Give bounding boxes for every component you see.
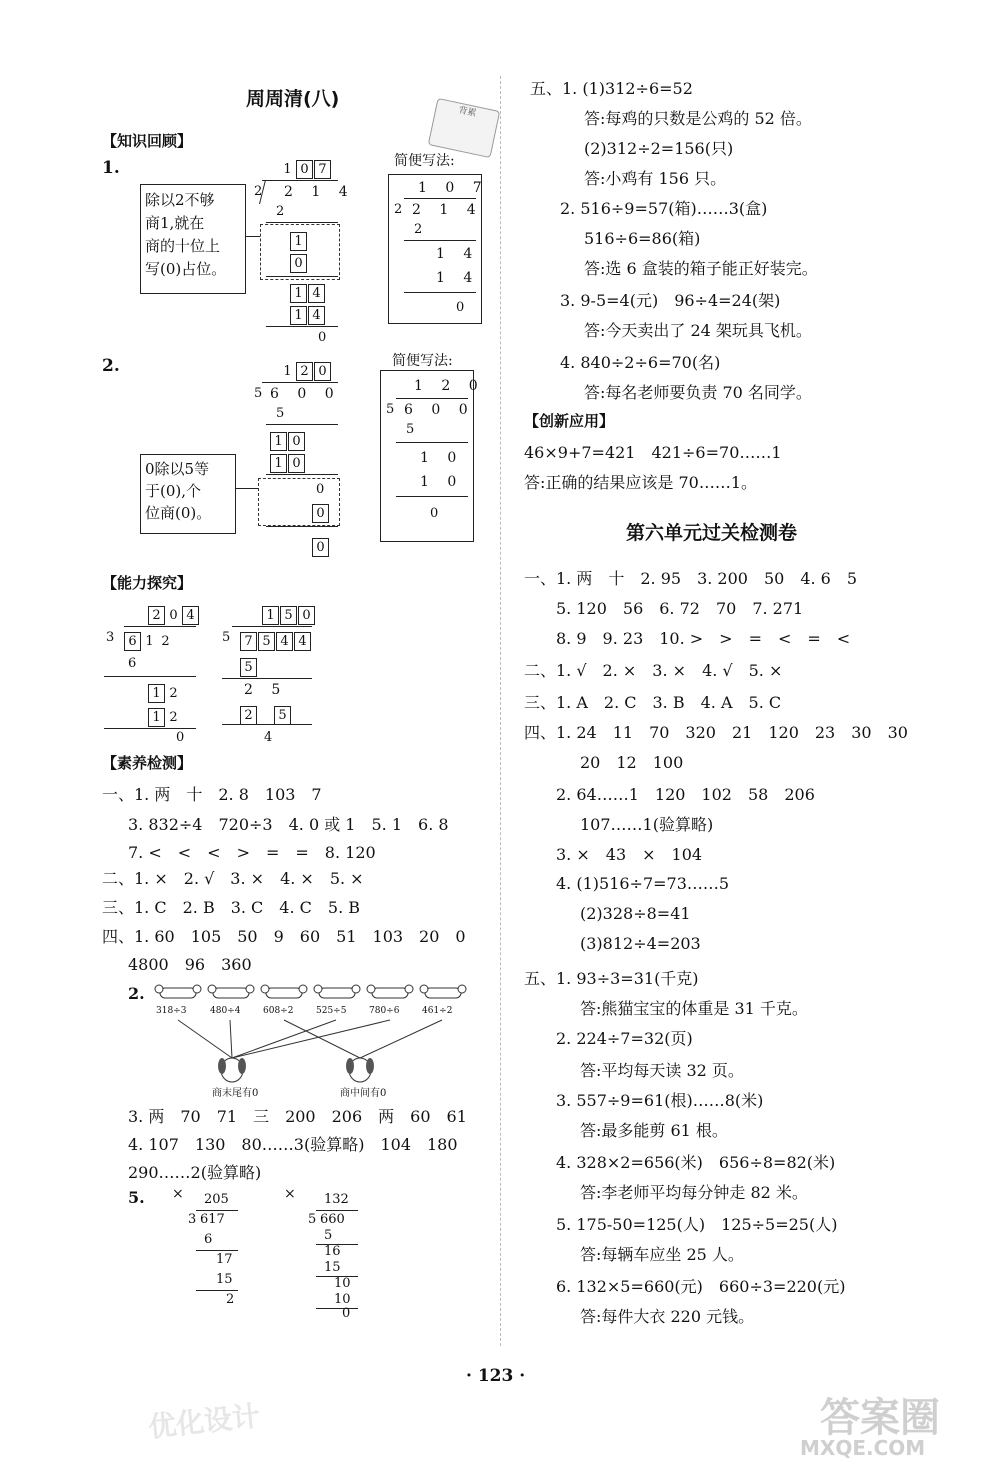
division-bar <box>124 626 196 627</box>
answer-line: 3. 832÷4 720÷3 4. 0 或 1 5. 1 6. 8 <box>128 815 449 834</box>
explore-heading: 【能力探究】 <box>102 574 193 592</box>
q4-2-label: 2. <box>128 984 145 1003</box>
wrong-mark-icon: × <box>284 1186 296 1202</box>
q5b-step: 10 <box>334 1292 351 1307</box>
answer-line: 290……2(验算略) <box>128 1163 262 1182</box>
q2-step: 0 <box>316 482 325 497</box>
division-rule <box>266 222 338 223</box>
q2-simple-step: 5 <box>406 422 415 437</box>
bone-icon <box>367 985 413 998</box>
answer-line: 一、1. 两 十 2. 95 3. 200 50 4. 6 5 <box>524 569 858 588</box>
answer-line: 8. 9 9. 23 10. > > = < = < <box>556 629 851 648</box>
bone-icon <box>261 985 307 998</box>
q1-note-box <box>140 184 246 294</box>
answer-line: 5. 175-50=125(人) 125÷5=25(人) <box>556 1215 838 1234</box>
ex2-quotient: 1 5 0 <box>262 604 316 625</box>
stamp-text: 背累 <box>457 105 478 120</box>
division-rule <box>396 496 468 497</box>
review-heading: 【知识回顾】 <box>102 132 193 150</box>
answer-line: 答:李老师平均每分钟走 82 米。 <box>580 1183 808 1202</box>
q5a-quotient: 205 <box>204 1192 229 1207</box>
q2-divisor: 5 <box>254 386 263 401</box>
q5a-step: 15 <box>216 1272 233 1287</box>
q1-step-box: 1 4 <box>290 304 326 325</box>
q1-simple-step: 0 <box>456 300 465 315</box>
answer-line: 二、1. × 2. √ 3. × 4. × 5. × <box>102 869 364 888</box>
answer-line: 2. 224÷7=32(页) <box>556 1029 693 1048</box>
q2-step-box: 0 <box>312 536 330 557</box>
bone-label: 461÷2 <box>422 1006 453 1016</box>
page-number: · 123 · <box>466 1366 526 1386</box>
ex2-step-box: 2 5 <box>240 702 292 725</box>
answer-line: 五、1. 93÷3=31(千克) <box>524 969 699 988</box>
answer-line: 三、1. A 2. C 3. B 4. A 5. C <box>524 693 782 712</box>
ex1-step-box: 1 2 <box>148 682 182 703</box>
q5b-step: 10 <box>334 1276 351 1291</box>
q5b-step: 0 <box>342 1306 351 1321</box>
answer-line: 20 12 100 <box>580 753 684 772</box>
q2-note-line: 位商(0)。 <box>145 504 212 522</box>
q2-step: 5 <box>276 406 285 421</box>
q2-note-line: 于(0),个 <box>145 482 202 500</box>
answer-line: 答:每鸡的只数是公鸡的 52 倍。 <box>584 109 812 128</box>
q2-simple-label: 简便写法: <box>392 353 453 369</box>
division-rule <box>104 676 196 677</box>
answer-line: 答:今天卖出了 24 架玩具飞机。 <box>584 321 812 340</box>
answer-line: 三、1. C 2. B 3. C 4. C 5. B <box>102 898 361 917</box>
q2-label: 2. <box>102 356 120 376</box>
q2-dividend: 6 0 0 <box>270 386 341 402</box>
answer-line: 答:平均每天读 32 页。 <box>580 1061 744 1080</box>
test-heading: 【素养检测】 <box>102 754 193 772</box>
bone-label: 480÷4 <box>210 1006 241 1016</box>
answer-line: 4. 840÷2÷6=70(名) <box>560 353 721 372</box>
bone-label: 318÷3 <box>156 1006 187 1016</box>
answer-line: 一、1. 两 十 2. 8 103 7 <box>102 785 322 804</box>
answer-line: 2. 516÷9=57(箱)……3(盒) <box>560 199 768 218</box>
ex2-step: 2 5 <box>244 682 288 698</box>
q5b-divisor: 5 <box>308 1212 317 1227</box>
division-bar <box>396 398 468 399</box>
bone-icon <box>314 985 360 998</box>
answer-line: 4. 328×2=656(米) 656÷8=82(米) <box>556 1153 836 1172</box>
answer-line: 答:熊猫宝宝的体重是 31 千克。 <box>580 999 808 1018</box>
ex1-dividend: 6 1 2 <box>124 630 174 651</box>
q5a-divisor: 3 <box>188 1212 197 1227</box>
q1-simple-step: 1 4 <box>436 270 480 286</box>
answer-line: 7. < < < > = = 8. 120 <box>128 843 376 862</box>
bone-label: 608÷2 <box>263 1006 294 1016</box>
dog-label: 商末尾有0 <box>212 1088 259 1099</box>
section-title: 周周清(八) <box>246 88 340 110</box>
q1-simple-quotient: 1 0 7 <box>418 180 489 196</box>
division-rule <box>196 1250 238 1251</box>
q1-note-line: 商的十位上 <box>145 237 221 255</box>
answer-line: 4800 96 360 <box>128 955 252 974</box>
division-rule <box>196 1290 238 1291</box>
answer-line: 3. 9-5=4(元) 96÷4=24(架) <box>560 291 781 310</box>
q2-step-box: 1 0 <box>270 430 306 451</box>
answer-line: 五、1. (1)312÷6=52 <box>530 79 693 98</box>
unit-title: 第六单元过关检测卷 <box>626 522 798 544</box>
q5-label: 5. <box>128 1188 145 1207</box>
q5b-dividend: 660 <box>320 1212 345 1227</box>
ex2-dividend: 7 5 4 4 <box>240 630 312 651</box>
matching-diagram <box>150 980 480 1100</box>
q1-simple-label: 简便写法: <box>394 153 455 169</box>
answer-line: 107……1(验算略) <box>580 815 714 834</box>
answer-line: (2)312÷2=156(只) <box>584 139 734 158</box>
dog-icon <box>346 1058 374 1082</box>
answer-line: 46×9+7=421 421÷6=70……1 <box>524 443 782 462</box>
bone-label: 525÷5 <box>316 1006 347 1016</box>
answer-line: 5. 120 56 6. 72 70 7. 271 <box>556 599 804 618</box>
column-divider <box>500 76 501 1346</box>
answer-line: 答:小鸡有 156 只。 <box>584 169 727 188</box>
answer-line: 4. 107 130 80……3(验算略) 104 180 <box>128 1135 458 1154</box>
q1-dividend: 2 1 4 <box>284 184 355 200</box>
answer-line: 516÷6=86(箱) <box>584 229 701 248</box>
division-rule <box>316 1308 358 1309</box>
q5a-step: 6 <box>204 1232 213 1247</box>
answer-line: 2. 64……1 120 102 58 206 <box>556 785 815 804</box>
division-rule <box>266 474 338 475</box>
dog-label: 商中间有0 <box>340 1088 387 1099</box>
watermark-logo: 答案圈 <box>820 1395 940 1441</box>
answer-line: 答:每件大衣 220 元钱。 <box>580 1307 755 1326</box>
q1-simple-dividend: 2 1 4 <box>412 202 483 218</box>
answer-line: 答:每辆车应坐 25 人。 <box>580 1245 744 1264</box>
ex2-remainder: 4 <box>264 730 273 745</box>
q2-simple-quotient: 1 2 0 <box>414 378 485 394</box>
answer-line: 答:选 6 盒装的箱子能正好装完。 <box>584 259 818 278</box>
q5a-step: 2 <box>226 1292 235 1307</box>
q2-simple-dividend: 6 0 0 <box>404 402 475 418</box>
innovation-heading: 【创新应用】 <box>524 412 615 430</box>
ex1-step: 6 <box>128 656 137 671</box>
division-bar <box>404 198 476 199</box>
answer-line: 答:最多能剪 61 根。 <box>580 1121 728 1140</box>
answer-line: (3)812÷4=203 <box>580 934 701 953</box>
division-rule <box>222 678 312 679</box>
connector-line <box>236 488 258 489</box>
q5a-step: 17 <box>216 1252 233 1267</box>
ex1-step-box: 1 2 <box>148 706 182 727</box>
answer-line: 3. × 43 × 104 <box>556 845 703 864</box>
wrong-mark-icon: × <box>172 1186 184 1202</box>
q1-remainder: 0 <box>318 330 327 345</box>
division-bar <box>262 180 338 181</box>
division-bar <box>196 1210 238 1211</box>
watermark-url: MXQE.COM <box>800 1436 926 1460</box>
q5b-step: 16 <box>324 1244 341 1259</box>
division-rule <box>404 292 476 293</box>
q2-note-line: 0除以5等 <box>145 460 210 478</box>
watermark-text: 优化设计 <box>146 1399 262 1444</box>
division-rule <box>266 526 338 527</box>
ex2-divisor: 5 <box>222 630 231 645</box>
division-bar <box>262 382 338 383</box>
division-rule <box>104 728 196 729</box>
q1-simple-step: 1 4 <box>436 246 480 262</box>
ex1-quotient: 2 0 4 <box>148 604 200 625</box>
q2-simple-divisor: 5 <box>386 402 395 417</box>
q1-note-line: 商1,就在 <box>145 214 205 232</box>
q1-step-box: 0 <box>290 252 308 273</box>
q1-label: 1. <box>102 158 120 178</box>
q1-note-line: 写(0)占位。 <box>145 260 227 278</box>
q1-note-line: 除以2不够 <box>145 191 215 209</box>
bone-label: 780÷6 <box>369 1006 400 1016</box>
q2-quotient: 1 2 0 <box>280 360 332 381</box>
answer-line: 答:正确的结果应该是 70……1。 <box>524 473 758 492</box>
answer-line: 4. (1)516÷7=73……5 <box>556 874 730 893</box>
bone-icon <box>208 985 254 998</box>
division-rule <box>404 240 476 241</box>
answer-line: 3. 两 70 71 三 200 206 两 60 61 <box>128 1107 467 1126</box>
q2-simple-step: 1 0 <box>420 450 464 466</box>
answer-line: 答:每名老师要负责 70 名同学。 <box>584 383 812 402</box>
q5b-quotient: 132 <box>324 1192 349 1207</box>
ex1-remainder: 0 <box>176 730 185 745</box>
q2-step-box: 1 0 <box>270 452 306 473</box>
division-rule <box>266 424 338 425</box>
ex2-step-box: 5 <box>240 656 258 677</box>
q2-note-box <box>140 454 236 534</box>
division-rule <box>222 724 312 725</box>
q1-simple-divisor: 2 <box>394 202 403 217</box>
division-bar <box>232 626 312 627</box>
q1-step-box: 1 4 <box>290 282 326 303</box>
q1-simple-step: 2 <box>414 222 423 237</box>
division-rule <box>396 442 468 443</box>
q2-step-box: 0 <box>312 502 330 523</box>
answer-line: 3. 557÷9=61(根)……8(米) <box>556 1091 764 1110</box>
bone-icon <box>155 985 201 998</box>
division-rule <box>266 276 338 277</box>
ex1-divisor: 3 <box>106 630 115 645</box>
division-bar <box>316 1210 358 1211</box>
division-rule <box>266 326 338 327</box>
answer-line: 四、1. 60 105 50 9 60 51 103 20 0 <box>102 927 466 946</box>
answer-line: 四、1. 24 11 70 320 21 120 23 30 30 <box>524 723 908 742</box>
q1-step-box: 1 <box>290 230 308 251</box>
answer-line: 二、1. √ 2. × 3. × 4. √ 5. × <box>524 661 783 680</box>
dog-icon <box>218 1058 246 1082</box>
q2-simple-step: 1 0 <box>420 474 464 490</box>
q1-divisor: 2 <box>254 184 263 199</box>
bone-icon <box>420 985 466 998</box>
answer-line: 6. 132×5=660(元) 660÷3=220(元) <box>556 1277 846 1296</box>
q5b-step: 15 <box>324 1260 341 1275</box>
q2-simple-step: 0 <box>430 506 439 521</box>
q1-step: 2 <box>276 204 285 219</box>
answer-line: (2)328÷8=41 <box>580 904 691 923</box>
q5b-step: 5 <box>324 1228 333 1243</box>
q1-quotient: 1 0 7 <box>280 158 332 179</box>
connector-line <box>246 236 260 237</box>
q5a-dividend: 617 <box>200 1212 225 1227</box>
